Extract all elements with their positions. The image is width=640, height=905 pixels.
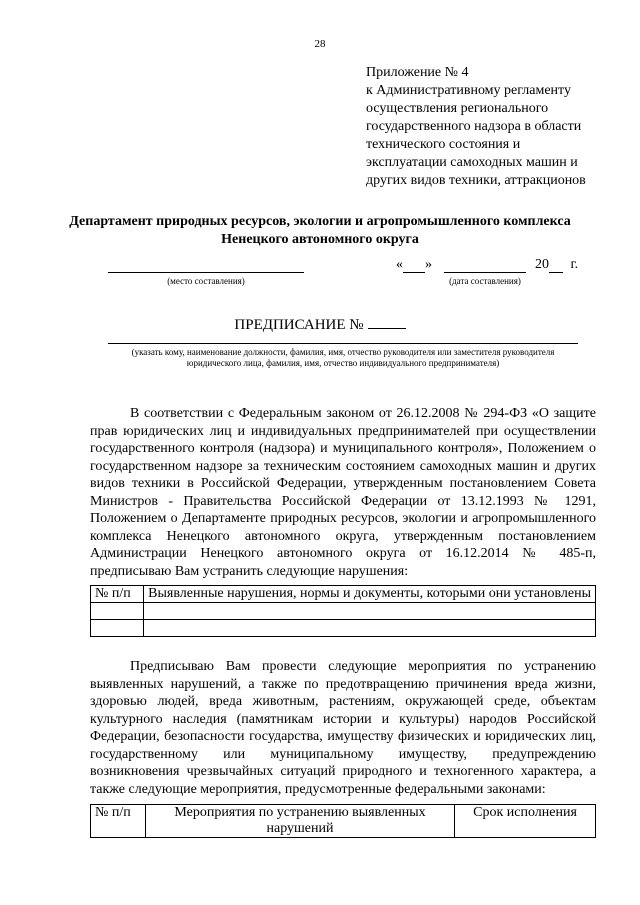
place-field-line[interactable] xyxy=(108,272,304,273)
table-header-row xyxy=(91,805,596,838)
paragraph-line: Положением о Департаменте природных ресурсов, экологии и агропромышленного xyxy=(90,511,596,526)
paragraph-line: видов техники в Российской Федерации, утвержденным постановлением Совета xyxy=(90,476,596,491)
date-open-quote: « xyxy=(396,257,403,272)
paragraph-line: государственному или муниципальному имуществу, предупреждению xyxy=(90,746,596,762)
department-heading xyxy=(0,213,640,249)
paragraph-line: возникновения чрезвычайных ситуаций природного и техногенного характера, а xyxy=(90,764,596,779)
appendix-block xyxy=(366,64,616,190)
table-header-cell: Срок исполнения xyxy=(455,805,596,838)
date-month-line[interactable] xyxy=(444,258,526,273)
paragraph-line: В соответствии с Федеральным законом от 26.12.2008 № 294-ФЗ «О защите xyxy=(130,406,596,421)
appendix-line: государственного надзора в области xyxy=(366,119,582,134)
place-caption: (место составления) xyxy=(167,276,245,286)
appendix-line: других видов техники, аттракционов xyxy=(366,173,586,188)
paragraph-line: комплекса Ненецкого автономного округа, утвержденным постановлением xyxy=(90,528,596,544)
date-year-prefix: 20 xyxy=(535,257,549,272)
paragraph-line: также следующие мероприятия, предусмотренные федеральными законами: xyxy=(90,781,546,797)
appendix-line: эксплуатации самоходных машин и xyxy=(366,155,578,170)
appendix-line: к Административному регламенту xyxy=(366,83,571,98)
table-header-row xyxy=(91,586,596,603)
recipient-caption-line: (указать кому, наименование должности, фамилия, имя, отчество руководителя или заместителя руководителя xyxy=(131,347,555,357)
date-field[interactable] xyxy=(396,257,578,273)
paragraph-line: государственном надзоре за техническим состоянием самоходных машин и других xyxy=(90,458,596,474)
appendix-line: осуществления регионального xyxy=(366,101,549,116)
table-header-cell: № п/п xyxy=(91,805,146,838)
paragraph-line: Администрации Ненецкого автономного округа от 16.12.2014 № 485-п, xyxy=(90,546,596,561)
recipient-caption xyxy=(100,347,586,369)
date-close-quote: » xyxy=(425,257,432,272)
appendix-line: Приложение № 4 xyxy=(366,65,469,80)
paragraph-legal-basis xyxy=(90,405,596,580)
paragraph-measures xyxy=(90,658,596,798)
paragraph-line: прав юридических лиц и индивидуальных предпринимателей при осуществлении xyxy=(90,423,596,439)
date-caption: (дата составления) xyxy=(449,276,521,286)
paragraph-line: Федерации, безопасности государства, имуществу физических и юридических лиц, xyxy=(90,729,596,744)
order-title-text: ПРЕДПИСАНИЕ № xyxy=(234,317,364,333)
page-number: 28 xyxy=(314,38,326,50)
paragraph-line: выявленных нарушений, а также по предотвращению причинения вреда жизни, xyxy=(90,676,596,692)
table-header-cell: Мероприятия по устранению выявленных нарушений xyxy=(146,805,455,838)
recipient-field-line[interactable] xyxy=(108,343,578,344)
date-year-suffix: г. xyxy=(570,257,579,272)
table-cell[interactable] xyxy=(144,603,596,620)
order-number-line[interactable] xyxy=(368,316,406,329)
department-line: Ненецкого автономного округа xyxy=(221,232,419,247)
paragraph-line: здоровью людей, вреда животным, растениям, окружающей среде, объектам xyxy=(90,694,596,709)
paragraph-line: Предписываю Вам провести следующие мероприятия по устранению xyxy=(130,659,596,674)
table-row xyxy=(91,603,596,620)
date-year-line[interactable] xyxy=(549,258,563,273)
paragraph-line: государственного контроля (надзора) и муниципального контроля», Положением о xyxy=(90,441,596,456)
date-day-line[interactable] xyxy=(403,258,425,273)
paragraph-line: Министров - Правительства Российской Федерации от 13.12.1993 № 1291, xyxy=(90,493,596,509)
violations-table xyxy=(90,585,596,637)
table-header-cell: № п/п xyxy=(91,586,144,603)
table-cell[interactable] xyxy=(91,620,144,637)
appendix-line: технического состояния и xyxy=(366,137,521,152)
recipient-caption-line: юридического лица, фамилия, имя, отчество индивидуального предпринимателя) xyxy=(186,358,500,368)
measures-table xyxy=(90,804,596,838)
table-cell[interactable] xyxy=(91,603,144,620)
department-line: Департамент природных ресурсов, экологии и агропромышленного комплекса xyxy=(69,214,571,229)
paragraph-line: культурного наследия (памятникам истории и культуры) народов Российской xyxy=(90,711,596,727)
order-title xyxy=(0,316,640,334)
table-header-cell: Выявленные нарушения, нормы и документы, которыми они установлены xyxy=(144,586,596,603)
table-cell[interactable] xyxy=(144,620,596,637)
table-row xyxy=(91,620,596,637)
paragraph-line: предписываю Вам устранить следующие нарушения: xyxy=(90,563,409,579)
